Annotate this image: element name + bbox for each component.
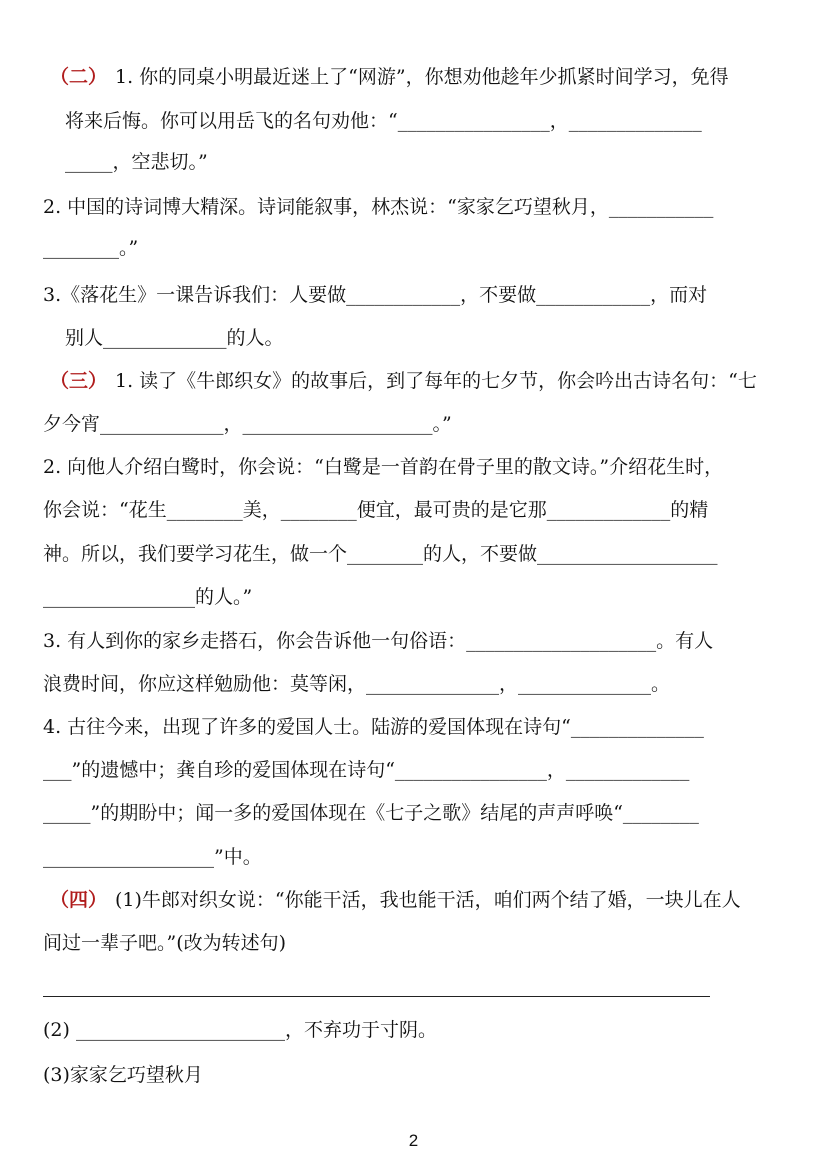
section-label-3: （三） [50, 370, 108, 392]
section-label-4: （四） [50, 889, 108, 911]
q3-4-line-2: ___”的遗憾中；龚自珍的爱国体现在诗句“________________，_____________ [43, 759, 690, 781]
q4-2-line: (2) ______________________，不弃功于寸阴。 [43, 1019, 437, 1041]
q3-1-line-1 [50, 369, 757, 393]
q3-4-line-3: _____”的期盼中；闻一多的爱国体现在《七子之歌》结尾的声声呼唤“________ [43, 802, 699, 824]
q2-1-line-2: 将来后悔。你可以用岳飞的名句劝他：“________________，______________ [65, 110, 702, 132]
line-text: 1. 读了《牛郎织女》的故事后，到了每年的七夕节，你会吟出古诗名句：“七 [115, 370, 757, 392]
line-text: (1)牛郎对织女说：“你能干活，我也能干活，咱们两个结了婚，一块儿在人 [115, 889, 741, 911]
page-number: 2 [408, 1131, 419, 1150]
q2-1-line-3: _____，空悲切。” [65, 151, 208, 173]
answer-line[interactable] [43, 996, 710, 997]
q3-3-line-2: 浪费时间，你应这样勉励他：莫等闲，______________，______________。 [43, 673, 671, 695]
q3-4-line-4: __________________”中。 [43, 846, 262, 868]
q2-2-line-2: ________。” [43, 237, 139, 259]
q3-3-line-1: 3. 有人到你的家乡走搭石，你会告诉他一句俗语：____________________。有人 [43, 630, 714, 652]
q4-1-line-2: 间过一辈子吧。”(改为转述句) [43, 932, 287, 954]
line-text: 1. 你的同桌小明最近迷上了“网游”，你想劝他趁年少抓紧时间学习，免得 [115, 66, 729, 88]
q3-4-line-1: 4. 古往今来，出现了许多的爱国人士。陆游的爱国体现在诗句“______________ [43, 716, 704, 738]
q4-3-line: (3)家家乞巧望秋月 [43, 1064, 203, 1086]
q3-2-line-1: 2. 向他人介绍白鹭时，你会说：“白鹭是一首韵在骨子里的散文诗。”介绍花生时， [43, 456, 724, 478]
q3-1-line-2: 夕今宵_____________，____________________。” [43, 413, 452, 435]
q2-3-line-2: 别人_____________的人。 [65, 327, 284, 349]
q3-2-line-3: 神。所以，我们要学习花生，做一个________的人，不要做___________________ [43, 543, 718, 565]
q3-2-line-2: 你会说：“花生________美，________便宜，最可贵的是它那_____________的精 [43, 499, 709, 521]
q4-1-line-1 [50, 888, 741, 912]
q2-1-line-1 [50, 65, 729, 89]
q2-3-line-1: 3.《落花生》一课告诉我们：人要做____________，不要做____________，而对 [43, 284, 708, 306]
q2-2-line-1: 2. 中国的诗词博大精深。诗词能叙事，林杰说：“家家乞巧望秋月，___________ [43, 196, 714, 218]
q3-2-line-4: ________________的人。” [43, 586, 253, 608]
section-label-2: （二） [50, 66, 108, 88]
